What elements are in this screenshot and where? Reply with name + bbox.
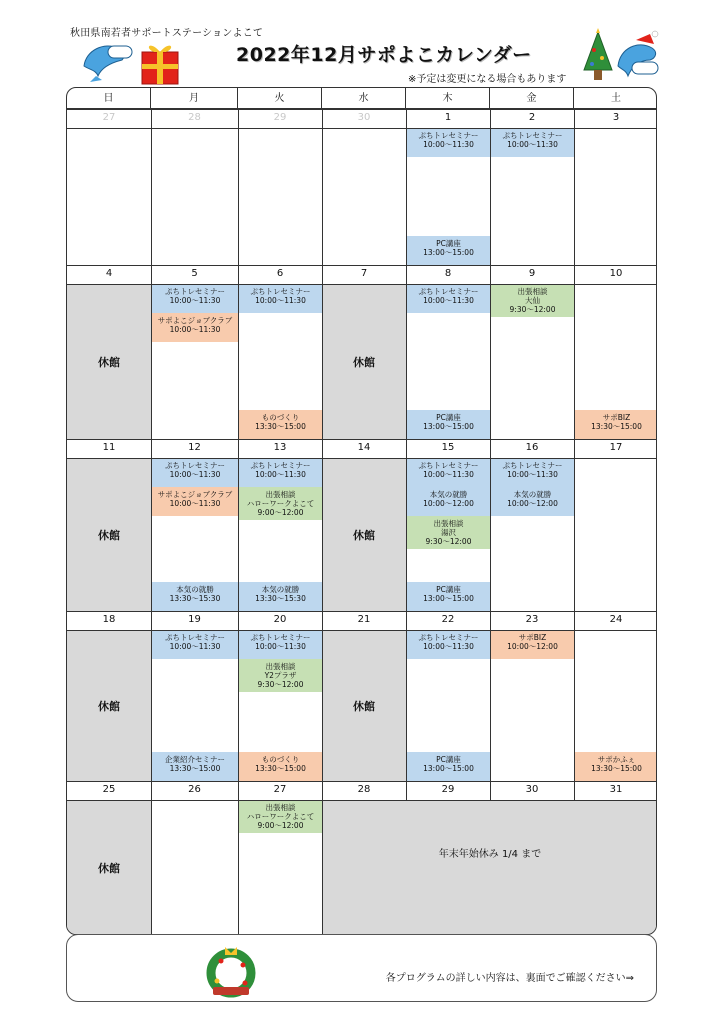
day-number: 3 [612, 112, 620, 123]
day-number: 30 [525, 784, 539, 795]
event-block [239, 284, 322, 313]
event-text: ハローワークよこて [246, 812, 315, 821]
event-text: サポよこジョブクラブ [157, 490, 233, 499]
event-text: ものづくり [261, 413, 300, 422]
calendar-grid [66, 87, 657, 935]
column-divider [151, 109, 152, 265]
event-text: PC講座 [436, 585, 461, 594]
event-block [152, 284, 238, 313]
christmas-tree-icon [578, 26, 660, 86]
column-divider [322, 439, 323, 611]
event-text: 13:30～15:00 [255, 764, 306, 773]
day-number: 15 [441, 442, 455, 453]
day-number: 13 [273, 442, 287, 453]
event-block [491, 284, 574, 317]
closed-label: 休館 [98, 528, 120, 542]
closed-label: 休館 [353, 355, 375, 369]
day-number: 4 [105, 268, 113, 279]
event-text: 出張相談 [517, 287, 548, 296]
event-text: PC講座 [436, 239, 461, 248]
column-divider [238, 781, 239, 935]
event-text: 13:00～15:00 [423, 764, 474, 773]
event-text: 13:30～15:00 [255, 422, 306, 431]
column-divider [151, 439, 152, 611]
day-number: 29 [273, 112, 287, 123]
event-block [491, 458, 574, 487]
day-number: 23 [525, 614, 539, 625]
event-text: ものづくり [261, 755, 300, 764]
event-block [491, 128, 574, 157]
day-number: 12 [188, 442, 201, 453]
day-number: 22 [441, 614, 455, 625]
event-text: 10:00～11:30 [169, 470, 221, 479]
event-block [575, 752, 657, 781]
column-divider [490, 439, 491, 611]
column-divider [322, 611, 323, 781]
closed-label: 休館 [353, 528, 375, 542]
column-divider [490, 109, 491, 265]
day-number: 11 [102, 442, 116, 453]
event-text: 10:00～11:30 [169, 325, 221, 334]
event-text: 湯沢 [441, 528, 456, 537]
column-divider [574, 611, 575, 781]
event-text: ぷちトレセミナー [502, 461, 563, 470]
event-text: 出張相談 [265, 803, 296, 812]
day-number: 9 [528, 268, 536, 279]
day-number: 30 [357, 112, 371, 123]
event-text: ぷちトレセミナー [165, 287, 225, 296]
day-number: 17 [609, 442, 623, 453]
event-text: 13:00～15:00 [423, 422, 474, 431]
event-block [407, 630, 490, 659]
event-text: 9:30～12:00 [257, 680, 304, 689]
event-block [407, 516, 490, 549]
column-divider [406, 109, 407, 265]
column-divider [322, 265, 323, 439]
event-text: サポかふぇ [597, 755, 636, 764]
event-text: ぷちトレセミナー [418, 287, 479, 296]
event-text: 出張相談 [265, 662, 296, 671]
event-block [407, 410, 490, 439]
event-text: ハローワークよこて [246, 499, 315, 508]
event-text: 10:00～12:00 [507, 642, 558, 651]
event-block [239, 487, 322, 520]
event-text: 本気の就勝 [429, 490, 468, 499]
event-text: 9:00～12:00 [257, 508, 304, 517]
day-number: 16 [525, 442, 539, 453]
day-number: 27 [102, 112, 116, 123]
event-text: 10:00～11:30 [507, 470, 558, 479]
event-text: 出張相談 [433, 519, 464, 528]
event-text: サポBIZ [602, 413, 631, 422]
event-text: 企業紹介セミナー [165, 755, 225, 764]
day-number: 24 [609, 614, 623, 625]
wreath-icon [203, 939, 259, 999]
event-block [152, 630, 238, 659]
event-text: 13:30～15:00 [591, 422, 642, 431]
event-text: 本気の就勝 [513, 490, 552, 499]
closed-label: 休館 [98, 355, 120, 369]
page-title: 2022年12月サポよこカレンダー [236, 44, 532, 66]
event-text: ぷちトレセミナー [418, 633, 479, 642]
column-divider [490, 611, 491, 781]
day-number: 8 [444, 268, 452, 279]
event-block [407, 487, 490, 516]
event-text: 本気の就勝 [261, 585, 300, 594]
day-number-divider [67, 800, 656, 801]
event-text: 13:30～15:30 [169, 594, 221, 603]
event-text: サポBIZ [518, 633, 547, 642]
day-number: 10 [609, 268, 623, 279]
event-text: 10:00～11:30 [507, 140, 558, 149]
event-text: 13:00～15:00 [423, 594, 474, 603]
column-divider [574, 109, 575, 265]
event-block [407, 458, 490, 487]
day-number: 26 [188, 784, 201, 795]
column-divider [238, 611, 239, 781]
day-number: 29 [441, 784, 455, 795]
closed-label: 休館 [98, 699, 120, 713]
event-text: 10:00～11:30 [255, 296, 306, 305]
day-number: 27 [273, 784, 287, 795]
weekday-header: 水 [322, 88, 406, 109]
event-block [407, 582, 490, 611]
event-text: 10:00～11:30 [423, 296, 474, 305]
day-number: 18 [102, 614, 116, 625]
weekday-header: 木 [406, 88, 490, 109]
day-number-divider [67, 630, 656, 631]
event-text: 9:30～12:00 [425, 537, 472, 546]
event-block [239, 800, 322, 833]
day-number: 5 [191, 268, 198, 279]
day-number: 14 [357, 442, 371, 453]
event-text: 10:00～12:00 [507, 499, 558, 508]
event-block [575, 410, 657, 439]
day-number-divider [67, 284, 656, 285]
event-block [407, 752, 490, 781]
event-text: 9:00～12:00 [257, 821, 304, 830]
event-text: 出張相談 [265, 490, 296, 499]
event-text: ぷちトレセミナー [250, 287, 311, 296]
day-number: 1 [444, 112, 452, 123]
closed-label: 休館 [353, 699, 375, 713]
event-text: 10:00～11:30 [423, 140, 474, 149]
event-text: PC講座 [436, 413, 461, 422]
day-number: 2 [528, 112, 536, 123]
event-block [407, 236, 490, 265]
day-number-divider [67, 458, 656, 459]
event-text: ぷちトレセミナー [250, 633, 311, 642]
day-number: 6 [276, 268, 284, 279]
event-text: 10:00～11:30 [255, 470, 306, 479]
event-block [152, 752, 238, 781]
event-text: ぷちトレセミナー [418, 461, 479, 470]
column-divider [238, 439, 239, 611]
event-text: 10:00～11:30 [169, 642, 221, 651]
event-block [152, 458, 238, 487]
weekday-header: 金 [490, 88, 574, 109]
event-text: 13:30～15:00 [169, 764, 221, 773]
event-text: 10:00～11:30 [255, 642, 306, 651]
weekday-header: 月 [151, 88, 238, 109]
column-divider [238, 109, 239, 265]
event-text: Y2プラザ [264, 671, 297, 680]
event-block [491, 630, 574, 659]
event-block [239, 630, 322, 659]
event-block [239, 410, 322, 439]
event-text: 10:00～12:00 [423, 499, 474, 508]
year-end-holiday-block [322, 800, 657, 935]
day-number-divider [67, 128, 656, 129]
schedule-change-note: ※予定は変更になる場合もあります [408, 74, 567, 85]
event-text: サポよこジョブクラブ [157, 316, 233, 325]
day-number: 20 [273, 614, 287, 625]
event-text: 10:00～11:30 [423, 470, 474, 479]
event-text: 9:30～12:00 [509, 305, 556, 314]
event-block [239, 752, 322, 781]
column-divider [574, 265, 575, 439]
event-text: ぷちトレセミナー [418, 131, 479, 140]
event-block [152, 313, 238, 342]
column-divider [490, 265, 491, 439]
event-text: 13:30～15:00 [591, 764, 642, 773]
closed-label: 休館 [98, 862, 120, 875]
event-text: 本気の就勝 [176, 585, 214, 594]
footer-box [66, 934, 657, 1002]
event-text: ぷちトレセミナー [165, 633, 225, 642]
column-divider [406, 611, 407, 781]
event-block [152, 487, 238, 516]
event-text: PC講座 [436, 755, 461, 764]
day-number: 28 [188, 112, 201, 123]
dolphin-icon [78, 36, 134, 82]
day-number: 21 [357, 614, 371, 625]
weekday-header: 土 [574, 88, 657, 109]
day-number: 7 [360, 268, 368, 279]
day-number: 19 [188, 614, 201, 625]
day-number: 31 [609, 784, 623, 795]
footer-note: 各プログラムの詳しい内容は、裏面でご確認ください⇒ [385, 973, 634, 984]
column-divider [151, 611, 152, 781]
event-text: 13:30～15:30 [255, 594, 306, 603]
column-divider [406, 265, 407, 439]
organization-name: 秋田県南若者サポートステーションよこて [70, 28, 264, 39]
column-divider [151, 265, 152, 439]
day-number: 25 [102, 784, 116, 795]
event-text: 13:00～15:00 [423, 248, 474, 257]
event-text: ぷちトレセミナー [165, 461, 225, 470]
weekday-header: 日 [67, 88, 151, 109]
gift-icon [138, 38, 182, 86]
event-text: ぷちトレセミナー [502, 131, 563, 140]
event-block [407, 128, 490, 157]
event-text: 10:00～11:30 [423, 642, 474, 651]
event-text: 10:00～11:30 [169, 296, 221, 305]
column-divider [322, 109, 323, 265]
event-text: ぷちトレセミナー [250, 461, 311, 470]
event-text: 大仙 [525, 296, 540, 305]
event-block [407, 284, 490, 313]
column-divider [322, 781, 323, 935]
weekday-header: 火 [238, 88, 322, 109]
event-block [152, 582, 238, 611]
event-text: 10:00～11:30 [169, 499, 221, 508]
event-block [239, 582, 322, 611]
event-block [239, 458, 322, 487]
event-block [239, 659, 322, 692]
event-block [491, 487, 574, 516]
year-end-holiday-text: 年末年始休み 1/4 まで [438, 849, 542, 860]
column-divider [406, 439, 407, 611]
column-divider [238, 265, 239, 439]
column-divider [574, 439, 575, 611]
day-number: 28 [357, 784, 371, 795]
column-divider [151, 781, 152, 935]
